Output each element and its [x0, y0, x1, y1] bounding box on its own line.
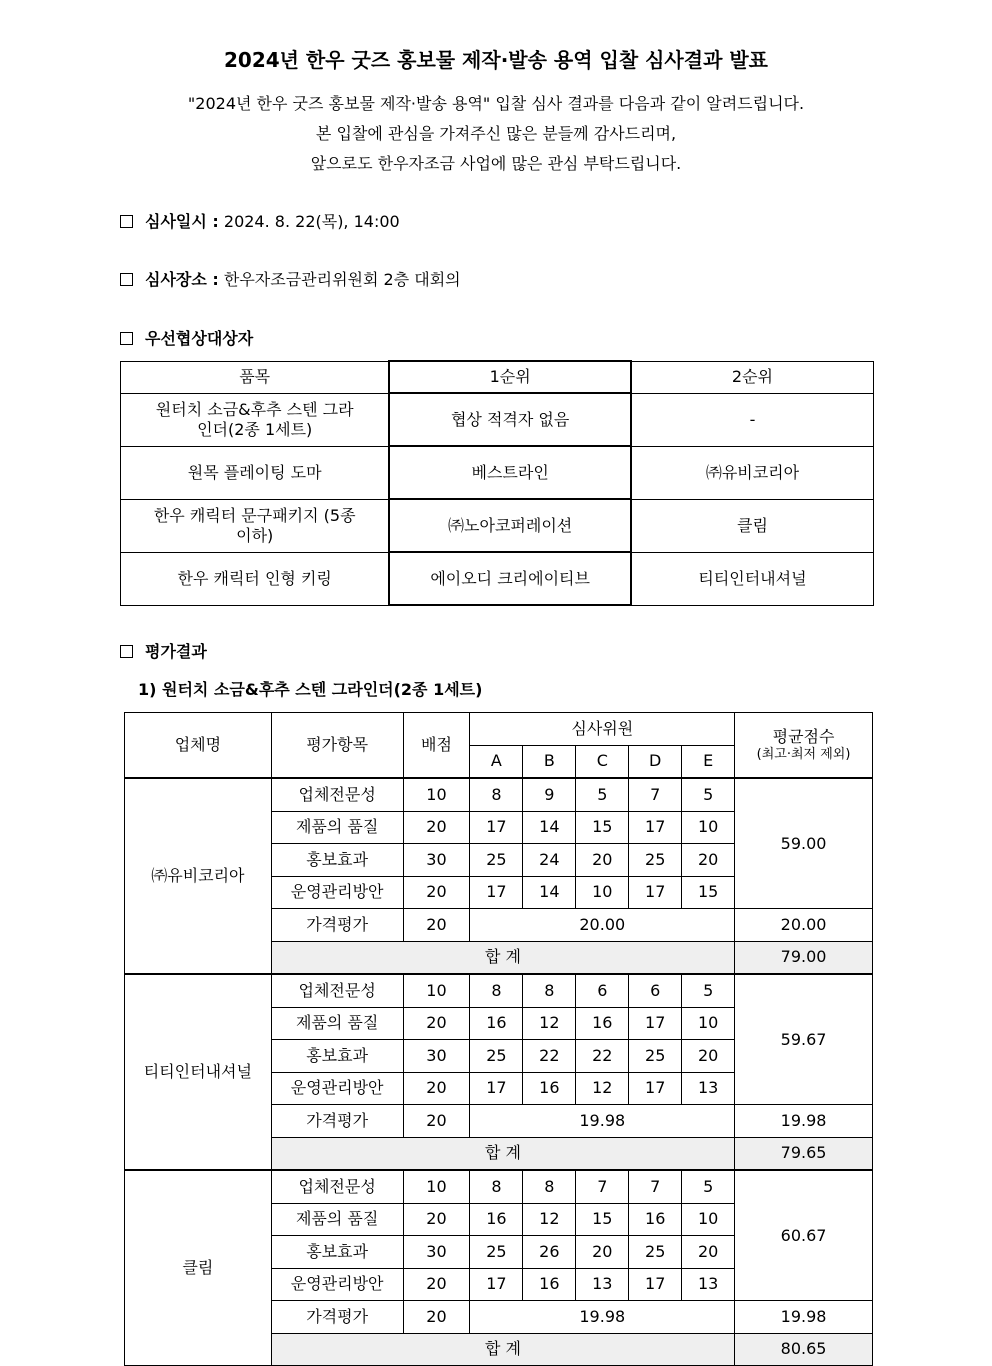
place-section: [120, 267, 461, 290]
date-value: 2024. 8. 22(목), 14:00: [223, 212, 400, 231]
judge-score: 13: [682, 1268, 735, 1301]
judge-score: 22: [576, 1040, 629, 1073]
criteria-points: 20: [403, 811, 470, 844]
judge-score: 10: [682, 1007, 735, 1040]
criteria-points: 20: [403, 1072, 470, 1105]
judge-score: 26: [523, 1236, 576, 1269]
second-rank: 티티인터내셔널: [631, 552, 874, 605]
judge-id: E: [682, 745, 735, 778]
judge-score: 25: [470, 844, 523, 877]
header-first: 1순위: [389, 361, 631, 393]
avg-score: 60.67: [735, 1170, 873, 1301]
judge-score: 5: [682, 778, 735, 811]
judge-id: A: [470, 745, 523, 778]
place-label: 심사장소 :: [145, 270, 219, 289]
criteria-label: 제품의 품질: [271, 1203, 403, 1236]
first-rank: ㈜노아코퍼레이션: [389, 499, 631, 552]
judge-score: 16: [523, 1072, 576, 1105]
page-title: 2024년 한우 굿즈 홍보물 제작·발송 용역 입찰 심사결과 발표: [223, 48, 768, 72]
judge-score: 10: [576, 876, 629, 909]
item-name: 원목 플레이팅 도마: [121, 446, 390, 499]
criteria-points: 30: [403, 844, 470, 877]
total-label: 합 계: [271, 941, 734, 974]
second-rank: -: [631, 393, 874, 446]
header-judges: 심사위원: [470, 713, 735, 746]
table-row: [125, 1170, 873, 1203]
table-row: [125, 778, 873, 811]
judge-score: 10: [682, 811, 735, 844]
checkbox-square-icon: [120, 645, 133, 658]
first-rank: 에이오디 크리에이티브: [389, 552, 631, 605]
header-second: 2순위: [631, 361, 874, 393]
header-points: 배점: [403, 713, 470, 779]
criteria-label: 운영관리방안: [271, 876, 403, 909]
criteria-label: 홍보효과: [271, 844, 403, 877]
judge-score: 6: [576, 974, 629, 1007]
checkbox-square-icon: [120, 215, 133, 228]
table-header-row: [121, 361, 874, 393]
checkbox-square-icon: [120, 332, 133, 345]
price-score: 19.98: [470, 1105, 735, 1138]
judge-score: 17: [470, 1072, 523, 1105]
company-name: ㈜유비코리아: [125, 778, 272, 974]
criteria-points: 30: [403, 1040, 470, 1073]
total-score: 79.65: [735, 1137, 873, 1170]
judge-score: 25: [629, 1040, 682, 1073]
price-points: 20: [403, 909, 470, 942]
eval-section-heading: 평가결과: [120, 639, 207, 662]
criteria-label: 운영관리방안: [271, 1072, 403, 1105]
judge-score: 17: [629, 1007, 682, 1040]
table-row: [121, 393, 874, 446]
judge-score: 17: [629, 811, 682, 844]
price-score: 20.00: [470, 909, 735, 942]
price-points: 20: [403, 1301, 470, 1334]
judge-score: 15: [682, 876, 735, 909]
total-score: 79.00: [735, 941, 873, 974]
judge-score: 20: [576, 1236, 629, 1269]
table-row: [121, 499, 874, 552]
header-avg-note: (최고·최저 제외): [756, 746, 851, 762]
judge-score: 12: [576, 1072, 629, 1105]
company-name: 클림: [125, 1170, 272, 1366]
judge-score: 17: [470, 876, 523, 909]
table-row: [125, 974, 873, 1007]
criteria-label: 업체전문성: [271, 974, 403, 1007]
price-label: 가격평가: [271, 1301, 403, 1334]
criteria-label: 업체전문성: [271, 1170, 403, 1203]
judge-score: 16: [629, 1203, 682, 1236]
item-name: 원터치 소금&후추 스텐 그라인더(2종 1세트): [121, 393, 390, 446]
criteria-points: 30: [403, 1236, 470, 1269]
judge-score: 12: [523, 1203, 576, 1236]
date-label: 심사일시 :: [145, 212, 219, 231]
criteria-points: 20: [403, 876, 470, 909]
judge-score: 7: [629, 1170, 682, 1203]
table-row: [121, 446, 874, 499]
judge-score: 7: [576, 1170, 629, 1203]
judge-score: 20: [576, 844, 629, 877]
date-section: [120, 209, 400, 232]
item-name: 한우 캐릭터 인형 키링: [121, 552, 390, 605]
price-score: 19.98: [470, 1301, 735, 1334]
intro-line-1: "2024년 한우 굿즈 홍보물 제작·발송 용역" 입찰 심사 결과를 다음과 같이 알려드립니다.: [187, 94, 805, 113]
judge-score: 17: [629, 876, 682, 909]
intro-line-2: 본 입찰에 관심을 가져주신 많은 분들께 감사드리며,: [315, 124, 677, 143]
criteria-label: 운영관리방안: [271, 1268, 403, 1301]
judge-id: C: [576, 745, 629, 778]
header-company: 업체명: [125, 713, 272, 779]
first-rank: 베스트라인: [389, 446, 631, 499]
criteria-points: 10: [403, 974, 470, 1007]
judge-score: 25: [629, 1236, 682, 1269]
judge-score: 13: [576, 1268, 629, 1301]
criteria-points: 20: [403, 1268, 470, 1301]
judge-score: 5: [576, 778, 629, 811]
criteria-label: 홍보효과: [271, 1236, 403, 1269]
avg-score: 59.67: [735, 974, 873, 1105]
criteria-label: 제품의 품질: [271, 1007, 403, 1040]
judge-score: 17: [470, 1268, 523, 1301]
judge-score: 16: [523, 1268, 576, 1301]
judge-score: 20: [682, 1040, 735, 1073]
company-name: 티티인터내셔널: [125, 974, 272, 1170]
judge-score: 25: [629, 844, 682, 877]
second-rank: ㈜유비코리아: [631, 446, 874, 499]
judge-score: 25: [470, 1236, 523, 1269]
judge-score: 22: [523, 1040, 576, 1073]
judge-score: 14: [523, 876, 576, 909]
judge-score: 10: [682, 1203, 735, 1236]
criteria-points: 10: [403, 1170, 470, 1203]
criteria-points: 20: [403, 1007, 470, 1040]
header-item: 품목: [121, 361, 390, 393]
intro-line-3: 앞으로도 한우자조금 사업에 많은 관심 부탁드립니다.: [310, 154, 682, 173]
judge-score: 7: [629, 778, 682, 811]
criteria-points: 10: [403, 778, 470, 811]
place-value: 한우자조금관리위원회 2층 대회의: [223, 270, 461, 289]
judge-score: 13: [682, 1072, 735, 1105]
judge-score: 25: [470, 1040, 523, 1073]
checkbox-square-icon: [120, 273, 133, 286]
header-avg: 평균점수 (최고·최저 제외): [735, 713, 873, 779]
priority-section-heading: 우선협상대상자: [120, 326, 253, 349]
table-header-row: [125, 713, 873, 746]
header-criteria: 평가항목: [271, 713, 403, 779]
first-rank: 협상 적격자 없음: [389, 393, 631, 446]
price-label: 가격평가: [271, 909, 403, 942]
judge-score: 16: [576, 1007, 629, 1040]
total-label: 합 계: [271, 1333, 734, 1366]
criteria-points: 20: [403, 1203, 470, 1236]
evaluation-table: [124, 712, 873, 1366]
judge-score: 17: [470, 811, 523, 844]
table-row: [121, 552, 874, 605]
judge-score: 5: [682, 974, 735, 1007]
judge-score: 16: [470, 1007, 523, 1040]
judge-score: 14: [523, 811, 576, 844]
judge-score: 8: [523, 1170, 576, 1203]
second-rank: 클림: [631, 499, 874, 552]
judge-score: 5: [682, 1170, 735, 1203]
price-avg: 19.98: [735, 1301, 873, 1334]
judge-score: 15: [576, 1203, 629, 1236]
judge-score: 6: [629, 974, 682, 1007]
avg-score: 59.00: [735, 778, 873, 909]
priority-table: [120, 360, 874, 606]
judge-score: 16: [470, 1203, 523, 1236]
judge-score: 15: [576, 811, 629, 844]
judge-score: 20: [682, 1236, 735, 1269]
price-avg: 19.98: [735, 1105, 873, 1138]
judge-id: B: [523, 745, 576, 778]
item-name: 한우 캐릭터 문구패키지 (5종이하): [121, 499, 390, 552]
criteria-label: 업체전문성: [271, 778, 403, 811]
judge-score: 8: [470, 974, 523, 1007]
judge-score: 8: [523, 974, 576, 1007]
eval-subtitle: 1) 원터치 소금&후추 스텐 그라인더(2종 1세트): [138, 680, 483, 699]
criteria-label: 홍보효과: [271, 1040, 403, 1073]
judge-score: 17: [629, 1268, 682, 1301]
judge-score: 24: [523, 844, 576, 877]
price-points: 20: [403, 1105, 470, 1138]
criteria-label: 제품의 품질: [271, 811, 403, 844]
total-score: 80.65: [735, 1333, 873, 1366]
price-label: 가격평가: [271, 1105, 403, 1138]
price-avg: 20.00: [735, 909, 873, 942]
judge-id: D: [629, 745, 682, 778]
judge-score: 8: [470, 1170, 523, 1203]
judge-score: 9: [523, 778, 576, 811]
judge-score: 8: [470, 778, 523, 811]
judge-score: 20: [682, 844, 735, 877]
total-label: 합 계: [271, 1137, 734, 1170]
judge-score: 12: [523, 1007, 576, 1040]
judge-score: 17: [629, 1072, 682, 1105]
